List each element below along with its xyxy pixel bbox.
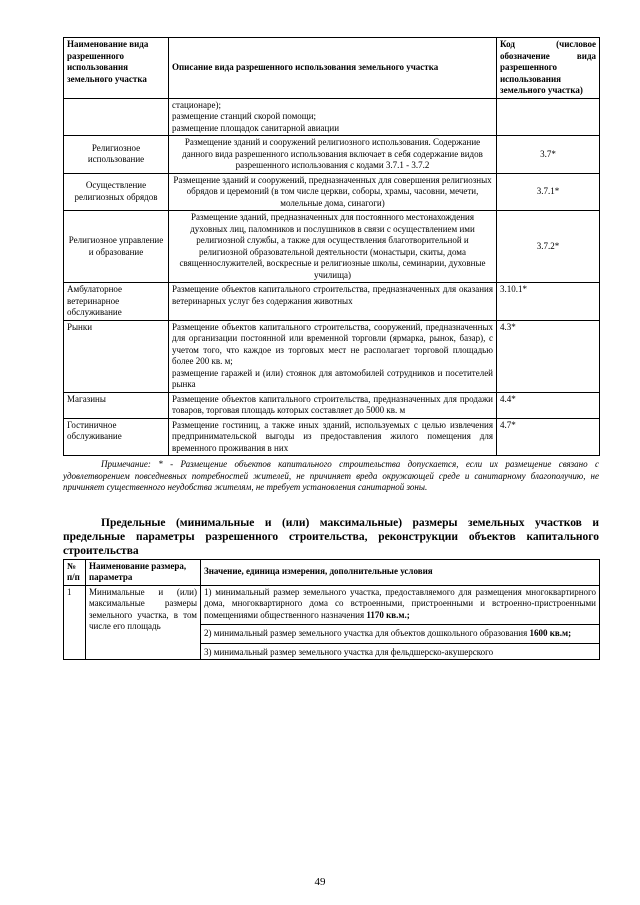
parameters-table [63, 559, 600, 661]
use-description-cell: Размещение объектов капитального строительства, предназначенных для продажи товаров, торговая площадь которых составляет до 5000 кв. м [169, 392, 497, 418]
document-page [63, 37, 599, 660]
header-use-code: Код (числовое обозначение вида разрешенного использования земельного участка) [497, 38, 600, 99]
use-code-cell: 3.7.2* [497, 211, 600, 283]
header-use-description: Описание вида разрешенного использования земельного участка [169, 38, 497, 99]
parameters-table-header [64, 559, 600, 585]
table-row [64, 98, 600, 136]
parameter-item-text: 3) минимальный размер земельного участка для фельдшерско-акушерского [204, 646, 494, 657]
land-use-table-header [64, 38, 600, 99]
use-name-cell: Магазины [64, 392, 169, 418]
table-row [64, 136, 600, 174]
use-code-cell: 3.7.1* [497, 173, 600, 211]
parameter-item [201, 643, 599, 660]
footnote: Примечание: * - Размещение объектов капитального строительства допускается, если их размещение связано с удовлетворением повседневных потребностей жителей, не причиняет вреда окружающей среде и санитарному благополучию, не причиняет существенного неудобства жителям, не требует установления санитарной зоны. [63, 459, 599, 492]
header-parameter-value: Значение, единица измерения, дополнительные условия [201, 559, 600, 585]
parameter-item [201, 624, 599, 643]
use-code-cell: 3.7* [497, 136, 600, 174]
use-name-cell: Осуществление религиозных обрядов [64, 173, 169, 211]
use-description-cell: Размещение зданий, предназначенных для постоянного местонахождения духовных лиц, паломников и послушников в связи с осуществлением ими религиозной службы, а также для осуществления благотворительной и религиозной образовательной деятельности (монастыри, скиты, дома священнослужителей, воскресные и религиозные школы, семинарии, духовные училища) [169, 211, 497, 283]
use-code-cell [497, 98, 600, 136]
use-code-cell: 4.4* [497, 392, 600, 418]
use-name-cell: Рынки [64, 320, 169, 392]
parameter-item-value: 1170 кв.м.; [366, 609, 410, 620]
use-code-cell: 4.3* [497, 320, 600, 392]
table-row [64, 173, 600, 211]
use-description-cell: стационаре); размещение станций скорой помощи; размещение площадок санитарной авиации [169, 98, 497, 136]
use-name-cell [64, 98, 169, 136]
header-number: № п/п [64, 559, 86, 585]
parameter-item-text: 2) минимальный размер земельного участка для объектов дошкольного образования [204, 628, 530, 638]
use-name-cell: Религиозное управление и образование [64, 211, 169, 283]
header-parameter-name: Наименование размера, параметра [86, 559, 201, 585]
use-name-cell: Амбулаторное ветеринарное обслуживание [64, 283, 169, 321]
parameter-name-cell: Минимальные и (или) максимальные размеры земельного участка, в том числе его площадь [86, 585, 201, 660]
land-use-table [63, 37, 600, 456]
use-code-cell: 3.10.1* [497, 283, 600, 321]
parameter-item-value: 1600 кв.м; [529, 628, 572, 638]
table-row [64, 418, 600, 456]
use-name-cell: Религиозное использование [64, 136, 169, 174]
use-description-cell: Размещение зданий и сооружений, предназначенных для совершения религиозных обрядов и церемоний (в том числе церкви, соборы, храмы, часовни, мечети, молельные дома, синагоги) [169, 173, 497, 211]
page-number: 49 [314, 876, 326, 888]
parameter-item [201, 586, 599, 625]
table-row [64, 585, 600, 660]
header-use-name: Наименование вида разрешенного использования земельного участка [64, 38, 169, 99]
table-row [64, 392, 600, 418]
table-row [64, 211, 600, 283]
parameter-value-cell [201, 585, 600, 660]
section-heading: Предельные (минимальные и (или) максимальные) размеры земельных участков и предельные параметры разрешенного строительства, реконструкции объектов капитального строительства [63, 516, 599, 557]
table-row [64, 320, 600, 392]
use-description-cell: Размещение гостиниц, а также иных зданий, используемых с целью извлечения предпринимательской выгоды из предоставления жилого помещения для временного проживания в них [169, 418, 497, 456]
row-number: 1 [64, 585, 86, 660]
use-description-cell: Размещение объектов капитального строительства, предназначенных для оказания ветеринарных услуг без содержания животных [169, 283, 497, 321]
use-name-cell: Гостиничное обслуживание [64, 418, 169, 456]
use-code-cell: 4.7* [497, 418, 600, 456]
table-row [64, 283, 600, 321]
parameter-item-text: 1) минимальный размер земельного участка, предоставляемого для размещения многоквартирного дома, многоквартирного дома со встроенными, пристроенными и встроенно-пристроенными помещениями общественного назначения [204, 586, 596, 620]
use-description-cell: Размещение зданий и сооружений религиозного использования. Содержание данного вида разрешенного использования включает в себя содержание видов разрешенного использования с кодами 3.7.1 - 3.7.2 [169, 136, 497, 174]
use-description-cell: Размещение объектов капитального строительства, сооружений, предназначенных для организации постоянной или временной торговли (ярмарка, рынок, базар), с учетом того, что каждое из торговых мест не располагает торговой площадью более 200 кв. м; размещение гаражей и (или) стоянок для автомобилей сотрудников и посетителей рынка [169, 320, 497, 392]
